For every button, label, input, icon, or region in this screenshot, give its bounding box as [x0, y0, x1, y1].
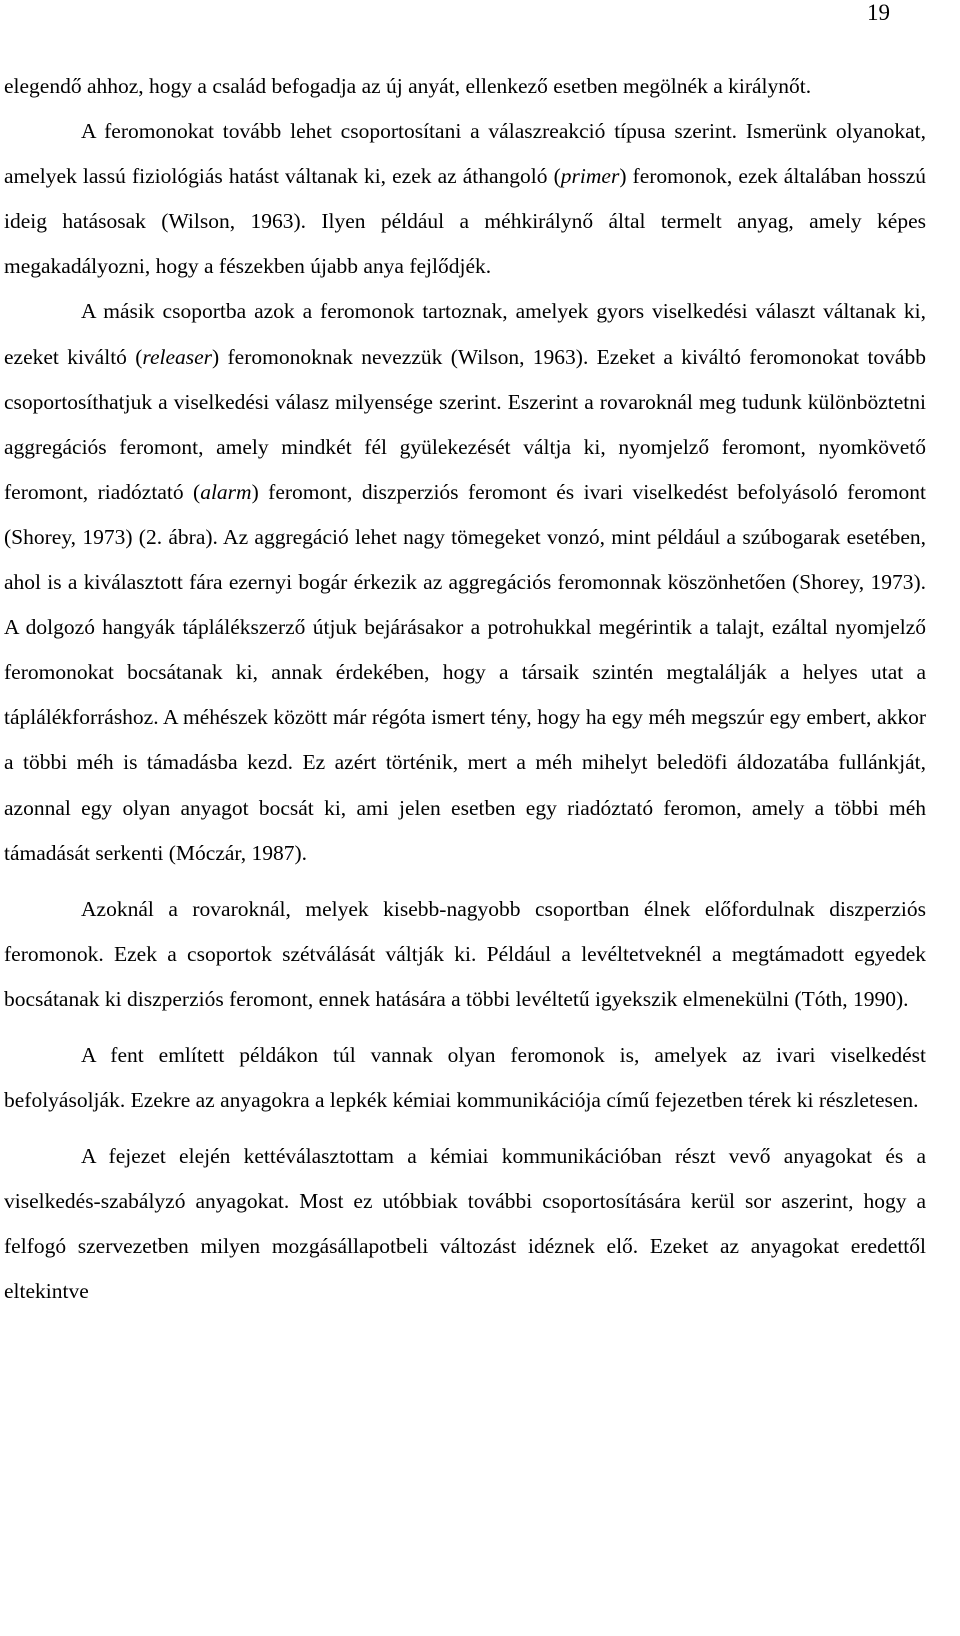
text-run: elegendő ahhoz, hogy a család befogadja az új anyát, ellenkező esetben megölnék a királynőt. [4, 74, 812, 98]
text-run: Azoknál a rovaroknál, melyek kisebb-nagyobb csoportban élnek előfordulnak diszperziós feromonok. Ezek a csoportok szétválását váltják ki. Például a levéltetveknél a megtámadott egyedek bocsátanak ki diszperziós feromont, ennek hatására a többi levéltetű igyekszik elmenekülni (Tóth, 1990). [4, 896, 926, 1011]
text-run: A feromonokat tovább lehet csoportosítani a válaszreakció típusa szerint. Ismerünk olyanokat, amelyek lassú fiziológiás hatást váltanak ki, ezek az áthangoló ( [4, 119, 926, 189]
italic-term: primer [560, 164, 620, 189]
paragraph-gap [4, 876, 926, 887]
paragraph [4, 1033, 926, 1123]
text-run: A fejezet elején kettéválasztottam a kémiai kommunikációban részt vevő anyagokat és a viselkedés-szabályzó anyagokat. Most ez utóbbiak további csoportosítására kerül sor aszerint, hogy a felfogó szervezetben milyen mozgásállapotbeli változást idéznek elő. Ezeket az anyagokat eredettől eltekintve [4, 1144, 926, 1304]
paragraph [4, 1134, 926, 1314]
paragraph [4, 887, 926, 1022]
text-run: ) feromont, diszperziós feromont és ivari viselkedést befolyásoló feromont (Shorey, 1973) (2. ábra). Az aggregáció lehet nagy tömegeket vonzó, mint például a szúbogarak esetében, ahol is a kiválasztott fára ezernyi bogár érkezik az aggregációs feromonnak köszönhetően (Shorey, 1973). A dolgozó hangyák táplálékszerző útjuk bejárásakor a potrohukkal megérintik a talajt, ezáltal nyomjelző feromonokat bocsátanak ki, annak érdekében, hogy a társaik szintén megtalálják a helyes utat a táplálékforráshoz. A méhészek között már régóta ismert tény, hogy ha egy méh megszúr egy embert, akkor a többi méh is támadásba kezd. Ez azért történik, mert a méh mihelyt beledöfi áldozatába fullánkját, azonnal egy olyan anyagot bocsát ki, ami jelen esetben egy riadóztató feromon, amely a többi méh támadását serkenti (Móczár, 1987). [4, 479, 926, 865]
paragraph [4, 289, 926, 875]
text-run: A másik csoportba azok a feromonok tartoznak, amelyek gyors viselkedési választ váltanak ki, ezeket kiváltó ( [4, 299, 926, 369]
text-run: ) feromonok, ezek általában hosszú ideig hatásosak (Wilson, 1963). Ilyen például a méhkirálynő által termelt anyag, amely képes megakadályozni, hogy a fészekben újabb anya fejlődjék. [4, 164, 926, 279]
text-run: A fent említett példákon túl vannak olyan feromonok is, amelyek az ivari viselkedést befolyásolják. Ezekre az anyagokra a lepkék kémiai kommunikációja című fejezetben térek ki részletesen. [4, 1042, 926, 1113]
paragraph [4, 64, 926, 109]
italic-term: releaser [142, 344, 213, 369]
body-text [4, 64, 926, 1315]
italic-term: alarm [200, 479, 252, 504]
page-number: 19 [867, 0, 890, 25]
paragraph [4, 109, 926, 289]
paragraph-gap [4, 1022, 926, 1033]
text-run: ) feromonoknak nevezzük (Wilson, 1963). Ezeket a kiváltó feromonokat tovább csoportosíthatjuk a viselkedési válasz milyensége szerint. Eszerint a rovaroknál meg tudunk különböztetni aggregációs feromont, amely mindkét fél gyülekezését váltja ki, nyomjelző feromont, nyomkövető feromont, riadóztató ( [4, 344, 926, 504]
paragraph-gap [4, 1123, 926, 1134]
